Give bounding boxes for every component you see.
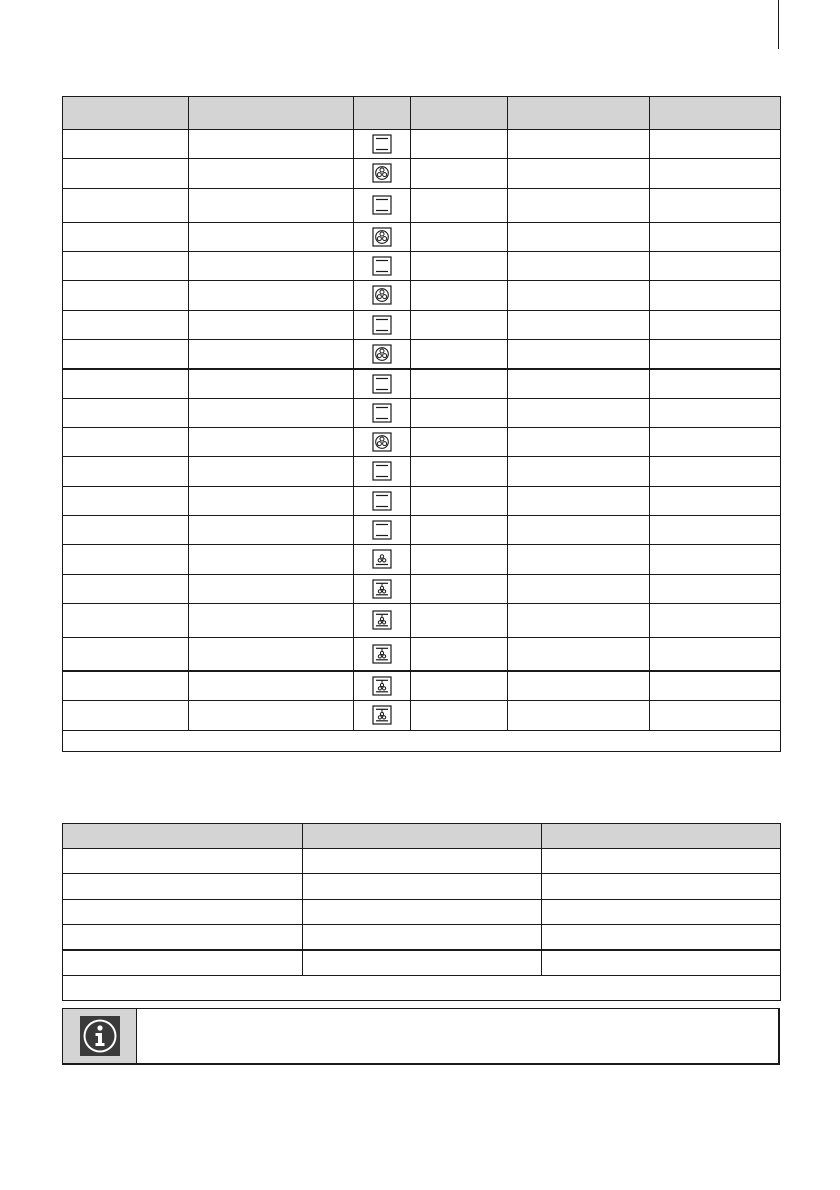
table-cell	[650, 574, 781, 603]
oven-mode-cell	[354, 486, 411, 515]
info-icon-panel	[63, 1009, 137, 1063]
fan-ring-heat-icon	[372, 344, 392, 364]
top-bottom-heat-icon	[372, 461, 392, 481]
table-cell	[63, 515, 189, 544]
table-cell	[63, 849, 303, 874]
table-row	[63, 849, 781, 874]
fan-bottom-heat-icon	[372, 549, 392, 569]
table-cell	[411, 339, 508, 368]
table-cell	[303, 950, 542, 975]
oven-mode-cell	[354, 159, 411, 188]
table-cell	[63, 222, 189, 251]
cooking-table	[62, 96, 781, 752]
table-cell	[189, 222, 354, 251]
table-cell	[189, 457, 354, 486]
fan-grill-heat-icon	[372, 610, 392, 630]
table-row	[63, 874, 781, 899]
oven-mode-cell	[354, 637, 411, 671]
table-cell	[508, 369, 650, 398]
oven-mode-cell	[354, 701, 411, 730]
oven-mode-cell	[354, 545, 411, 574]
table-cell	[189, 188, 354, 222]
table-cell	[508, 188, 650, 222]
table-cell	[508, 310, 650, 339]
table-cell	[411, 545, 508, 574]
table-cell	[411, 701, 508, 730]
table-cell	[411, 222, 508, 251]
table-row	[63, 159, 781, 188]
table-cell	[189, 281, 354, 310]
table-cell	[63, 671, 189, 700]
top-bottom-heat-icon	[372, 491, 392, 511]
table-cell	[508, 701, 650, 730]
table-header-row	[63, 824, 781, 849]
table-row	[63, 339, 781, 368]
table-cell	[63, 457, 189, 486]
table-row	[63, 222, 781, 251]
table-cell	[650, 310, 781, 339]
table-row	[63, 603, 781, 637]
table-cell	[63, 281, 189, 310]
table-cell	[411, 398, 508, 427]
table-row	[63, 574, 781, 603]
table-cell	[63, 159, 189, 188]
table-cell	[650, 159, 781, 188]
table-cell	[508, 159, 650, 188]
table-cell	[189, 701, 354, 730]
table-cell	[189, 339, 354, 368]
fan-ring-heat-icon	[372, 432, 392, 452]
fan-ring-heat-icon	[372, 163, 392, 183]
oven-mode-cell	[354, 603, 411, 637]
table-cell	[542, 950, 781, 975]
table-cell	[411, 310, 508, 339]
oven-mode-cell	[354, 251, 411, 280]
table-cell	[650, 637, 781, 671]
top-bottom-heat-icon	[372, 315, 392, 335]
table-cell	[189, 251, 354, 280]
table-cell	[650, 427, 781, 456]
page-edge-mark	[778, 0, 779, 49]
table-cell	[189, 369, 354, 398]
table-cell	[650, 486, 781, 515]
table-cell	[508, 515, 650, 544]
table-cell	[63, 574, 189, 603]
table-row	[63, 310, 781, 339]
table-cell	[508, 251, 650, 280]
oven-mode-cell	[354, 369, 411, 398]
table-cell	[650, 701, 781, 730]
table-cell	[411, 637, 508, 671]
table-cell	[508, 486, 650, 515]
table-cell	[650, 603, 781, 637]
table-cell	[63, 874, 303, 899]
table-cell	[189, 427, 354, 456]
table-cell	[508, 457, 650, 486]
table-cell	[63, 251, 189, 280]
top-bottom-heat-icon	[372, 134, 392, 154]
info-note	[62, 1008, 780, 1065]
table-cell	[411, 427, 508, 456]
table-cell	[63, 310, 189, 339]
table-cell	[508, 339, 650, 368]
table-cell	[650, 671, 781, 700]
table-row	[63, 427, 781, 456]
table-cell	[189, 574, 354, 603]
secondary-table-body	[63, 849, 781, 976]
fan-ring-heat-icon	[372, 285, 392, 305]
table-cell	[411, 603, 508, 637]
table-cell	[303, 874, 542, 899]
table-cell	[508, 603, 650, 637]
table-cell	[411, 188, 508, 222]
table-row	[63, 281, 781, 310]
table-cell	[508, 398, 650, 427]
table-cell	[303, 849, 542, 874]
column-header	[303, 824, 542, 849]
table-row	[63, 457, 781, 486]
secondary-table	[62, 823, 781, 1001]
table-cell	[508, 545, 650, 574]
table-cell	[63, 188, 189, 222]
table-cell	[508, 671, 650, 700]
top-bottom-heat-icon	[372, 256, 392, 276]
oven-mode-cell	[354, 281, 411, 310]
table-cell	[650, 545, 781, 574]
table-cell	[411, 369, 508, 398]
oven-mode-cell	[354, 188, 411, 222]
table-cell	[508, 222, 650, 251]
table-cell	[189, 398, 354, 427]
table-cell	[411, 574, 508, 603]
table-row	[63, 950, 781, 975]
table-row	[63, 899, 781, 924]
table-cell	[508, 574, 650, 603]
table-cell	[650, 398, 781, 427]
oven-mode-cell	[354, 398, 411, 427]
table-cell	[542, 925, 781, 950]
table-row	[63, 486, 781, 515]
fan-grill-heat-icon	[372, 676, 392, 696]
fan-grill-heat-icon	[372, 705, 392, 725]
fan-ring-heat-icon	[372, 227, 392, 247]
table-cell	[189, 545, 354, 574]
table-cell	[650, 369, 781, 398]
oven-mode-cell	[354, 427, 411, 456]
table-cell	[189, 515, 354, 544]
table-row	[63, 251, 781, 280]
table-cell	[650, 251, 781, 280]
column-header	[411, 97, 508, 130]
table-cell	[63, 427, 189, 456]
oven-mode-cell	[354, 222, 411, 251]
table-row	[63, 130, 781, 159]
table-cell	[63, 950, 303, 975]
table-cell	[508, 281, 650, 310]
table-cell	[63, 398, 189, 427]
table-cell	[189, 486, 354, 515]
top-bottom-heat-icon	[372, 520, 392, 540]
table-cell	[63, 603, 189, 637]
info-text	[137, 1009, 778, 1063]
table-cell	[650, 222, 781, 251]
table-cell	[650, 188, 781, 222]
table-cell	[189, 603, 354, 637]
column-header	[354, 97, 411, 130]
table-cell	[189, 159, 354, 188]
oven-mode-cell	[354, 310, 411, 339]
table-cell	[63, 899, 303, 924]
cooking-table-body	[63, 130, 781, 731]
table-cell	[189, 310, 354, 339]
column-header	[63, 97, 189, 130]
info-icon	[80, 1016, 120, 1056]
table-cell	[63, 925, 303, 950]
table-row	[63, 369, 781, 398]
table-cell	[63, 369, 189, 398]
fan-grill-heat-icon	[372, 644, 392, 664]
table-cell	[650, 457, 781, 486]
table-cell	[63, 637, 189, 671]
table-cell	[542, 874, 781, 899]
top-bottom-heat-icon	[372, 374, 392, 394]
table-cell	[411, 457, 508, 486]
table-cell	[411, 671, 508, 700]
table-cell	[303, 925, 542, 950]
table-cell	[189, 130, 354, 159]
table-row	[63, 188, 781, 222]
oven-mode-cell	[354, 339, 411, 368]
oven-mode-cell	[354, 457, 411, 486]
table-cell	[189, 671, 354, 700]
fan-grill-heat-icon	[372, 579, 392, 599]
column-header	[508, 97, 650, 130]
table-row	[63, 398, 781, 427]
table-row	[63, 515, 781, 544]
top-bottom-heat-icon	[372, 403, 392, 423]
table-cell	[411, 281, 508, 310]
table-cell	[63, 130, 189, 159]
table-footnote	[63, 730, 781, 751]
table-cell	[650, 339, 781, 368]
column-header	[650, 97, 781, 130]
table-cell	[411, 251, 508, 280]
table-row	[63, 925, 781, 950]
table-cell	[650, 130, 781, 159]
table-row	[63, 671, 781, 700]
table-cell	[411, 130, 508, 159]
oven-mode-cell	[354, 130, 411, 159]
column-header	[542, 824, 781, 849]
table-row	[63, 545, 781, 574]
table-footnote-row	[63, 730, 781, 751]
table-cell	[650, 281, 781, 310]
table-cell	[542, 899, 781, 924]
table-cell	[411, 159, 508, 188]
table-row	[63, 701, 781, 730]
table-row	[63, 637, 781, 671]
column-header	[63, 824, 303, 849]
table-header-row	[63, 97, 781, 130]
table-cell	[508, 427, 650, 456]
table-cell	[411, 486, 508, 515]
table-cell	[650, 515, 781, 544]
table-cell	[189, 637, 354, 671]
table-cell	[411, 515, 508, 544]
table-cell	[303, 899, 542, 924]
table-footnote	[63, 975, 781, 1000]
oven-mode-cell	[354, 671, 411, 700]
table-cell	[63, 701, 189, 730]
column-header	[189, 97, 354, 130]
table-cell	[542, 849, 781, 874]
table-cell	[63, 545, 189, 574]
table-cell	[63, 339, 189, 368]
table-cell	[508, 130, 650, 159]
oven-mode-cell	[354, 515, 411, 544]
oven-mode-cell	[354, 574, 411, 603]
table-footnote-row	[63, 975, 781, 1000]
table-cell	[63, 486, 189, 515]
top-bottom-heat-icon	[372, 195, 392, 215]
table-cell	[508, 637, 650, 671]
